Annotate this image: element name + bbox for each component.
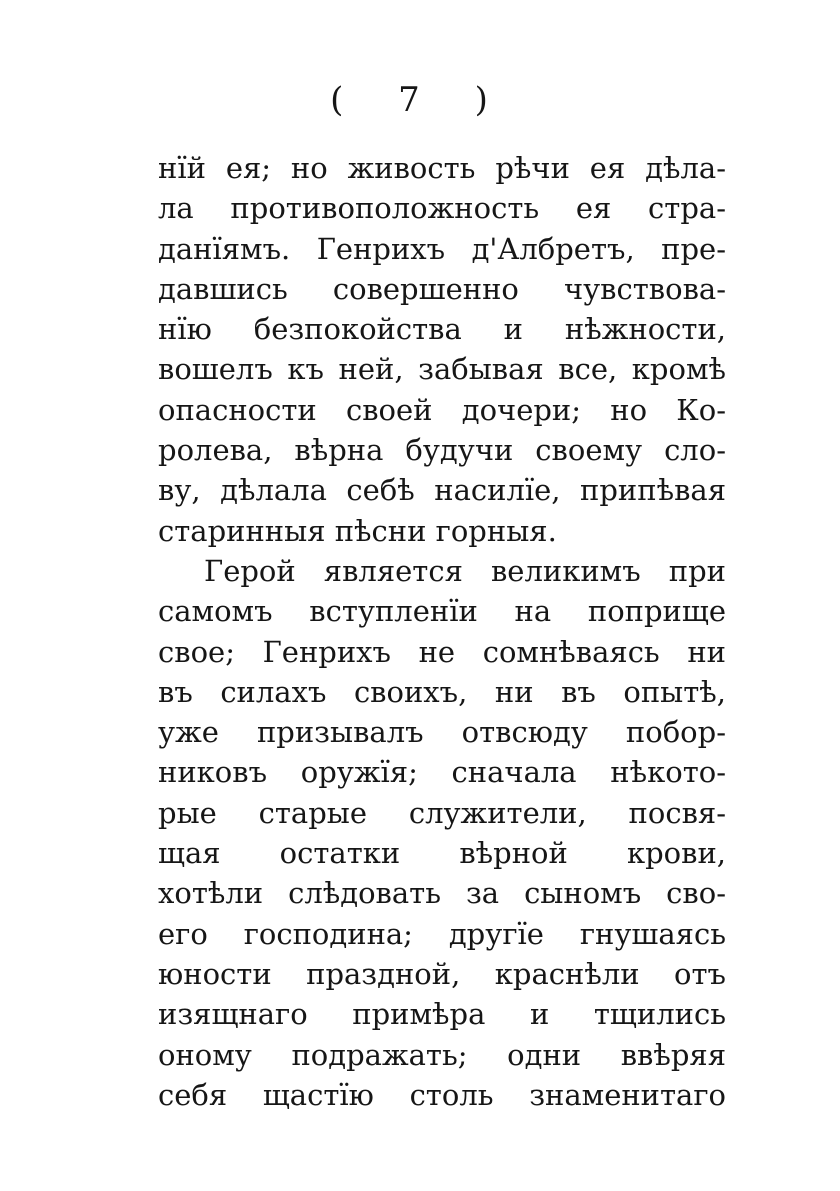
paragraph-end-line: старинныя пѣсни горныя. (158, 513, 557, 548)
text-line: никовъ оружїя; сначала нѣкото- (158, 755, 726, 790)
text-line: нїй ея; но живость рѣчи ея дѣла- (158, 151, 726, 185)
text-line: рые старые служители, посвя- (158, 795, 726, 830)
text-line: оному подражать; одни ввѣряя (158, 1037, 726, 1072)
text-line: юности праздной, краснѣли отъ (158, 956, 726, 991)
text-line: нїю безпокойства и нѣжности, (158, 312, 726, 347)
text-line: давшись совершенно чувствова- (158, 271, 726, 306)
text-line: самомъ вступленїи на поприще (158, 594, 726, 629)
text-line: себя щастїю столь знаменитаго (158, 1077, 726, 1112)
text-line: ву, дѣлала себѣ насилїе, припѣвая (158, 473, 726, 508)
text-line: свое; Генрихъ не сомнѣваясь ни (158, 634, 726, 669)
text-line: уже призывалъ отвсюду побор- (158, 715, 726, 750)
text-line: ролева, вѣрна будучи своему сло- (158, 433, 726, 468)
text-line: его господина; другїе гнушаясь (158, 916, 726, 951)
text-line: щая остатки вѣрной крови, (158, 836, 726, 871)
text-line: хотѣли слѣдовать за сыномъ сво- (158, 876, 726, 911)
text-line: изящнаго примѣра и тщились (158, 997, 726, 1032)
text-line: данїямъ. Генрихъ д'Албретъ, пре- (158, 231, 726, 266)
paragraph-start-line: Герой является великимъ при (204, 553, 726, 588)
text-line: опасности своей дочери; но Ко- (158, 392, 726, 427)
text-line: вошелъ къ ней, забывая все, кромѣ (158, 352, 726, 387)
body-text (158, 148, 726, 1115)
page-number: ( 7 ) (330, 80, 510, 120)
text-line: въ силахъ своихъ, ни въ опытѣ, (158, 674, 726, 709)
text-line: ла противоположность ея стра- (158, 191, 726, 226)
